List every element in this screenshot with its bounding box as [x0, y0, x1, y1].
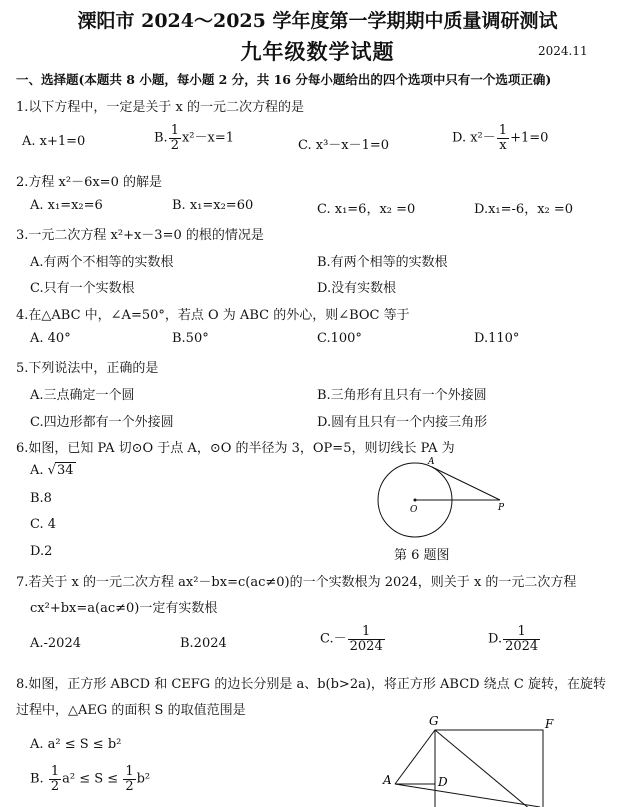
exam-title: 溧阳市 2024～2025 学年度第一学期期中质量调研测试 — [77, 10, 558, 32]
exam-subtitle: 九年级数学试题 — [240, 39, 395, 64]
q1-d-den: x — [499, 137, 507, 153]
q2-option-d: D.x₁=-6，x₂ =0 — [474, 202, 574, 217]
q6-option-d: D.2 — [30, 544, 53, 559]
q5-stem: 5.下列说法中，正确的是 — [16, 361, 159, 376]
q8-label-d: D — [438, 775, 448, 789]
q3-option-a: A.有两个不相等的实数根 — [30, 255, 174, 270]
q1-stem: 1.以下方程中，一定是关于 x 的一元二次方程的是 — [16, 100, 304, 115]
q7-c-num: 1 — [348, 625, 385, 640]
q5-option-a: A.三点确定一个圆 — [30, 388, 135, 403]
q8-b-num2: 1 — [125, 764, 134, 779]
q3-option-d: D.没有实数根 — [317, 281, 397, 296]
q1-d-rest: +1=0 — [510, 130, 549, 146]
q6-stem: 6.如图，已知 PA 切⊙O 于点 A，⊙O 的半径为 3，OP=5，则切线长 PA 为 — [16, 441, 455, 456]
q8-b-den2: 2 — [125, 778, 134, 794]
q8-segment-ae — [395, 784, 540, 807]
q7-c-den: 2024 — [349, 638, 383, 654]
q8-label-f: F — [545, 717, 554, 731]
q3-option-c: C.只有一个实数根 — [30, 281, 135, 296]
q5-option-d: D.圆有且只有一个内接三角形 — [317, 415, 488, 430]
q7-stem-line2: cx²+bx=a(ac≠0)一定有实数根 — [30, 601, 218, 616]
q6-a-prefix: A. — [30, 463, 44, 478]
q8-b-num1: 1 — [50, 764, 60, 779]
q4-option-a: A. 40° — [30, 331, 71, 346]
q4-option-c: C.100° — [317, 331, 362, 346]
q1-b-den: 2 — [170, 137, 179, 153]
q6-label-o: O — [410, 505, 418, 515]
q8-option-b — [30, 765, 150, 793]
q7-option-b: B.2024 — [180, 636, 227, 651]
q7-option-d — [488, 625, 541, 653]
q2-option-a: A. x₁=x₂=6 — [30, 198, 103, 213]
q6-label-a: A — [428, 457, 435, 467]
q1-b-num: 1 — [170, 123, 179, 138]
q7-c-prefix: C.－ — [320, 631, 347, 647]
sqrt-icon: √ — [47, 463, 56, 478]
q7-d-num: 1 — [503, 625, 540, 640]
q8-b-prefix: B. — [30, 771, 44, 787]
q2-stem: 2.方程 x²－6x=0 的解是 — [16, 175, 162, 190]
q1-b-prefix: B. — [154, 130, 168, 146]
q8-b-rest: b² — [136, 771, 151, 787]
q8-square-cefg — [435, 730, 543, 807]
q2-option-b: B. x₁=x₂=60 — [172, 198, 254, 213]
q8-label-g: G — [429, 714, 439, 728]
q4-option-b: B.50° — [172, 331, 209, 346]
q8-segment-ga — [395, 730, 435, 784]
q4-option-d: D.110° — [474, 331, 520, 346]
q7-stem: 7.若关于 x 的一元二次方程 ax²－bx=c(ac≠0)的一个实数根为 2024，则关于 x 的一元二次方程 — [16, 575, 577, 590]
q6-figure — [370, 452, 520, 542]
q6-a-radicand: 34 — [56, 463, 74, 478]
q1-d-num: 1 — [498, 123, 508, 138]
q5-option-c: C.四边形都有一个外接圆 — [30, 415, 174, 430]
q8-diagonal — [435, 730, 543, 807]
q6-option-c: C. 4 — [30, 517, 57, 532]
q1-option-b — [154, 124, 234, 152]
q7-d-den: 2024 — [505, 638, 539, 654]
q4-stem: 4.在△ABC 中，∠A=50°，若点 O 为 ABC 的外心，则∠BOC 等于 — [16, 308, 410, 323]
q8-b-mid: a² ≤ S ≤ — [62, 771, 119, 787]
q6-label-p: P — [498, 503, 505, 513]
q1-d-prefix: D. x²－ — [452, 130, 496, 146]
q1-option-c: C. x³－x－1=0 — [298, 138, 390, 153]
q8-b-den1: 2 — [50, 778, 60, 794]
q5-option-b: B.三角形有且只有一个外接圆 — [317, 388, 487, 403]
q7-option-a: A.-2024 — [30, 636, 81, 651]
section-heading: 一、选择题(本题共 8 小题，每小题 2 分，共 16 分每小题给出的四个选项中只有一个选项正确) — [16, 72, 552, 87]
q3-option-b: B.有两个相等的实数根 — [317, 255, 448, 270]
q8-option-a: A. a² ≤ S ≤ b² — [30, 737, 122, 752]
exam-date: 2024.11 — [538, 44, 588, 58]
q7-d-prefix: D. — [488, 631, 503, 647]
q6-center-dot — [414, 499, 417, 502]
q1-option-d — [452, 124, 548, 152]
q2-option-c: C. x₁=6，x₂ =0 — [317, 202, 416, 217]
q6-option-a — [30, 462, 76, 478]
q1-b-rest: x²－x=1 — [181, 130, 235, 146]
q8-stem-line2: 过程中，△AEG 的面积 S 的取值范围是 — [16, 703, 246, 718]
q6-option-b: B.8 — [30, 491, 52, 506]
q8-stem: 8.如图，正方形 ABCD 和 CEFG 的边长分别是 a、b(b>2a)，将正方形 ABCD 绕点 C 旋转，在旋转 — [16, 677, 606, 692]
q8-figure — [380, 712, 560, 807]
q7-option-c — [320, 625, 386, 653]
q8-label-a: A — [383, 773, 392, 787]
q6-figure-caption: 第 6 题图 — [394, 548, 450, 563]
q1-option-a: A. x+1=0 — [22, 134, 86, 149]
q3-stem: 3.一元二次方程 x²+x－3=0 的根的情况是 — [16, 228, 264, 243]
q6-tangent-pa — [432, 467, 500, 500]
